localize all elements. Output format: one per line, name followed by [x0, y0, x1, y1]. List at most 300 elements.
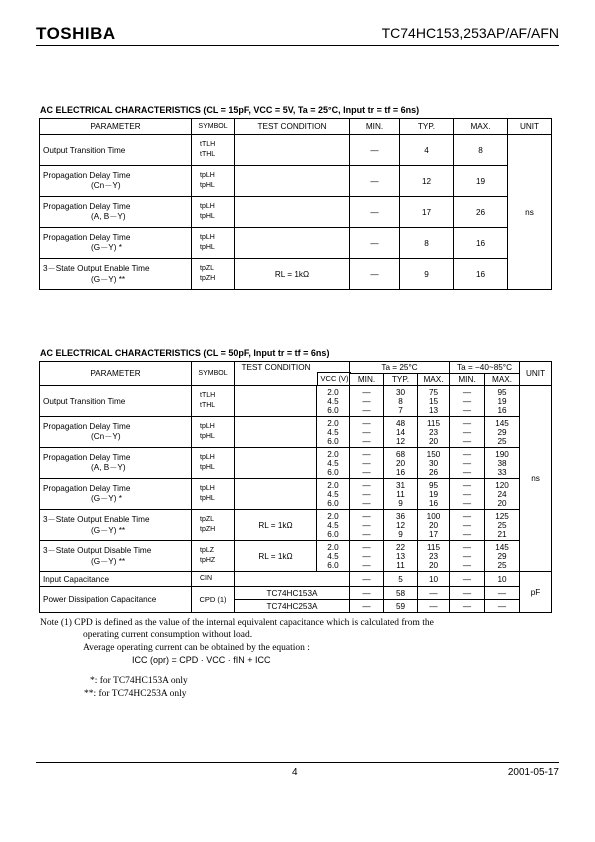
vcc-cell-value: 2.0 [327, 387, 339, 397]
table-row-cin [40, 572, 552, 587]
typ-cell-value: 14 [395, 427, 406, 437]
min2-cell-value: — [462, 405, 472, 415]
min-cell [350, 448, 384, 479]
table2-h-max: MAX. [418, 374, 450, 386]
typ-cell-value: 8 [398, 396, 403, 406]
table2-h-condition-label: TEST CONDITION [241, 363, 311, 372]
max-cell-value: 23 [428, 427, 439, 437]
parameter-cell: Power Dissipation Capacitance [40, 587, 192, 613]
min2-cell-value: — [462, 489, 472, 499]
parameter-path: (G－Y) ** [91, 557, 126, 566]
condition-cell: RL = 1kΩ [235, 259, 350, 290]
typ-cell-value: 68 [395, 449, 406, 459]
typ-cell-value: 11 [396, 489, 405, 499]
vcc-cell-value: 6.0 [327, 405, 339, 415]
typ-cell: 58 [384, 587, 418, 600]
note-line3: Average operating current can be obtained by the equation : [83, 643, 310, 653]
min2-cell-value: — [462, 542, 472, 552]
vcc-cell-value: 2.0 [327, 418, 339, 428]
max-cell-value: 150 [426, 449, 441, 459]
unit-cell: pF [520, 572, 552, 613]
note-line1: Note (1) CPD is defined as the value of the internal equivalent capacitance which is calculated from the [40, 618, 434, 628]
typ-cell [384, 448, 418, 479]
parameter-path: (A, B－Y) [91, 463, 126, 472]
table2-title: AC ELECTRICAL CHARACTERISTICS (CL = 50pF, Input tr = tf = 6ns) [40, 348, 330, 358]
symbol-cell [192, 479, 235, 510]
min-cell [350, 479, 384, 510]
min-cell-value: — [362, 387, 371, 397]
typ-cell-value: 31 [395, 480, 406, 490]
table2-header-row1 [40, 362, 552, 374]
parameter-path: (G－Y) * [91, 494, 122, 503]
symbol-2: tpHZ [200, 557, 216, 564]
min-cell: — [350, 228, 400, 259]
typ-cell: 9 [400, 259, 454, 290]
note-line2: operating current consumption without load. [83, 630, 253, 640]
symbol-2: tTHL [200, 402, 216, 409]
table-row [40, 541, 552, 572]
max-cell [418, 479, 450, 510]
parameter-cell [40, 228, 192, 259]
symbol-2: tpHL [200, 495, 215, 502]
table1-h-min: MIN. [350, 119, 400, 135]
max2-cell-value: 25 [497, 436, 507, 446]
condition-cell: TC74HC153A [235, 587, 350, 600]
table-row [40, 166, 552, 197]
min-cell [350, 417, 384, 448]
max-cell: 8 [454, 135, 508, 166]
max2-cell-value: 21 [497, 529, 507, 539]
min2-cell-value: — [462, 427, 472, 437]
note-star2: **: for TC74HC253A only [84, 689, 187, 699]
parameter-name: Output Transition Time [43, 396, 126, 406]
vcc-cell-value: 4.5 [327, 396, 339, 406]
symbol-1: tpLZ [200, 547, 215, 554]
max2-cell-value: 120 [495, 480, 509, 490]
min-cell-value: — [362, 480, 371, 490]
table2-h-typ: TYP. [384, 374, 418, 386]
condition-cell [235, 479, 317, 510]
condition-cell [235, 572, 350, 587]
table-row [40, 228, 552, 259]
max2-cell-value: 25 [497, 560, 507, 570]
table1-h-condition: TEST CONDITION [235, 119, 350, 135]
typ-cell-value: 13 [395, 551, 406, 561]
max-cell-value: 23 [428, 551, 439, 561]
max-cell-value: 30 [428, 458, 439, 468]
symbol-cell [192, 417, 235, 448]
part-number: TC74HC153,253AP/AF/AFN [381, 25, 559, 41]
parameter-name: Output Transition Time [43, 145, 126, 155]
parameter-cell [40, 386, 192, 417]
min-cell: — [350, 600, 384, 613]
table-row [40, 510, 552, 541]
max2-cell: — [485, 600, 520, 613]
condition-cell [235, 197, 350, 228]
symbol-2: tpZH [200, 526, 216, 533]
symbol-1: tpLH [200, 172, 215, 179]
symbol-2: tpZH [200, 275, 216, 282]
symbol-cell: CPD (1) [192, 587, 235, 613]
parameter-cell [40, 541, 192, 572]
vcc-cell-value: 6.0 [327, 529, 339, 539]
max-cell [418, 541, 450, 572]
condition-cell [235, 448, 317, 479]
min2-cell [450, 386, 485, 417]
min2-cell-value: — [462, 418, 472, 428]
max-cell-value: 17 [428, 529, 439, 539]
symbol-cell [192, 135, 235, 166]
max2-cell [485, 479, 520, 510]
table2 [39, 361, 552, 613]
min-cell [350, 510, 384, 541]
symbol-cell [192, 448, 235, 479]
min2-cell [450, 510, 485, 541]
vcc-cell [317, 479, 350, 510]
min-cell-value: — [362, 449, 371, 459]
typ-cell-value: 48 [395, 418, 406, 428]
table2-h-ta25: Ta = 25°C [350, 362, 450, 374]
symbol-cell [192, 510, 235, 541]
parameter-name: Propagation Delay Time [43, 233, 131, 242]
symbol-2: tpHL [200, 244, 215, 251]
min-cell: — [350, 259, 400, 290]
min2-cell-value: — [462, 511, 472, 521]
symbol-2: tpHL [200, 464, 215, 471]
vcc-cell-value: 6.0 [327, 498, 339, 508]
max-cell-value: 19 [428, 489, 439, 499]
unit-cell: ns [508, 135, 552, 290]
table1-title: AC ELECTRICAL CHARACTERISTICS (CL = 15pF, VCC = 5V, Ta = 25°C, Input tr = tf = 6ns) [40, 105, 420, 115]
typ-cell: 5 [384, 572, 418, 587]
note-star1: *: for TC74HC153A only [90, 676, 188, 686]
min-cell-value: — [362, 396, 371, 406]
min2-cell: — [450, 600, 485, 613]
min-cell [350, 541, 384, 572]
symbol-1: tpLH [200, 485, 215, 492]
condition-cell [235, 166, 350, 197]
min-cell: — [350, 135, 400, 166]
table2-h-min: MIN. [350, 374, 384, 386]
parameter-cell [40, 259, 192, 290]
vcc-cell-value: 6.0 [327, 436, 339, 446]
parameter-cell [40, 479, 192, 510]
min-cell-value: — [362, 467, 371, 477]
vcc-cell [317, 386, 350, 417]
table-row [40, 197, 552, 228]
max2-cell-value: 38 [497, 458, 507, 468]
typ-cell [384, 479, 418, 510]
parameter-cell [40, 135, 192, 166]
min-cell: — [350, 587, 384, 600]
min2-cell: — [450, 572, 485, 587]
parameter-path: (G－Y) * [91, 243, 122, 252]
min-cell-value: — [362, 529, 371, 539]
min-cell-value: — [362, 560, 371, 570]
parameter-cell [40, 417, 192, 448]
symbol-1: tpLH [200, 454, 215, 461]
min2-cell [450, 417, 485, 448]
condition-cell [235, 135, 350, 166]
typ-cell: 17 [400, 197, 454, 228]
max-cell-value: 115 [426, 418, 441, 428]
max-cell-value: 15 [428, 396, 439, 406]
symbol-cell [192, 386, 235, 417]
vcc-cell-value: 6.0 [327, 467, 339, 477]
min-cell-value: — [362, 551, 371, 561]
table1-h-symbol: SYMBOL [192, 119, 235, 135]
page-number: 4 [292, 767, 298, 778]
max2-cell [485, 417, 520, 448]
symbol-2: tpHL [200, 182, 215, 189]
parameter-name: Propagation Delay Time [43, 422, 131, 431]
min2-cell-value: — [462, 436, 472, 446]
max2-cell-value: 29 [497, 551, 507, 561]
max2-cell-value: 145 [495, 542, 509, 552]
max2-cell-value: 16 [497, 405, 507, 415]
min-cell-value: — [362, 542, 371, 552]
min2-cell-value: — [462, 480, 472, 490]
min2-cell-value: — [462, 449, 472, 459]
min-cell: — [350, 572, 384, 587]
footer-rule [36, 762, 559, 763]
max-cell: — [418, 600, 450, 613]
vcc-cell-value: 4.5 [327, 458, 339, 468]
parameter-path: (A, B－Y) [91, 212, 126, 221]
max-cell-value: 26 [428, 467, 439, 477]
min2-cell [450, 448, 485, 479]
parameter-cell: Input Capacitance [40, 572, 192, 587]
parameter-name: Propagation Delay Time [43, 484, 131, 493]
max-cell: 16 [454, 228, 508, 259]
max2-cell-value: 20 [497, 498, 507, 508]
table-row [40, 417, 552, 448]
min-cell-value: — [362, 520, 371, 530]
symbol-cell [192, 228, 235, 259]
min-cell-value: — [362, 489, 371, 499]
min-cell: — [350, 197, 400, 228]
min-cell: — [350, 166, 400, 197]
max-cell: 10 [418, 572, 450, 587]
table2-h-symbol: SYMBOL [192, 362, 235, 386]
parameter-name: Propagation Delay Time [43, 202, 131, 211]
vcc-cell-value: 2.0 [327, 542, 339, 552]
min-cell-value: — [362, 405, 371, 415]
min2-cell-value: — [462, 387, 472, 397]
table-row [40, 259, 552, 290]
max-cell: 16 [454, 259, 508, 290]
table-row [40, 135, 552, 166]
vcc-cell [317, 417, 350, 448]
symbol-cell [192, 541, 235, 572]
vcc-cell-value: 2.0 [327, 511, 339, 521]
max2-cell-value: 125 [495, 511, 509, 521]
min-cell-value: — [362, 511, 371, 521]
typ-cell: 8 [400, 228, 454, 259]
parameter-path: (Cn－Y) [91, 181, 121, 190]
parameter-cell [40, 448, 192, 479]
vcc-cell-value: 2.0 [327, 480, 339, 490]
min-cell-value: — [362, 427, 371, 437]
max2-cell-value: 19 [497, 396, 507, 406]
symbol-1: tTLH [200, 392, 216, 399]
header-rule [36, 45, 559, 46]
vcc-cell-value: 4.5 [327, 520, 339, 530]
max2-cell [485, 448, 520, 479]
max2-cell-value: 190 [495, 449, 509, 459]
table-row [40, 448, 552, 479]
max-cell-value: 95 [428, 480, 439, 490]
vcc-cell-value: 2.0 [327, 449, 339, 459]
max2-cell-value: 33 [497, 467, 507, 477]
typ-cell-value: 36 [395, 511, 406, 521]
symbol-2: tpHL [200, 213, 215, 220]
table-row [40, 479, 552, 510]
vcc-cell [317, 510, 350, 541]
typ-cell-value: 11 [396, 560, 405, 570]
vcc-cell-value: 6.0 [327, 560, 339, 570]
typ-cell-value: 9 [398, 498, 403, 508]
condition-cell [235, 386, 317, 417]
min-cell-value: — [362, 498, 371, 508]
max-cell-value: 115 [426, 542, 441, 552]
min2-cell: — [450, 587, 485, 600]
typ-cell [384, 541, 418, 572]
min2-cell-value: — [462, 498, 472, 508]
min2-cell-value: — [462, 458, 472, 468]
condition-cell [235, 228, 350, 259]
max-cell-value: 16 [428, 498, 439, 508]
condition-cell [235, 417, 317, 448]
table1-h-parameter: PARAMETER [40, 119, 192, 135]
typ-cell [384, 386, 418, 417]
max-cell: 19 [454, 166, 508, 197]
max-cell [418, 386, 450, 417]
table2-h-condition [235, 362, 350, 386]
typ-cell-value: 16 [395, 467, 406, 477]
max2-cell [485, 541, 520, 572]
max2-cell: — [485, 587, 520, 600]
symbol-1: tpZL [200, 265, 215, 272]
table-row [40, 386, 552, 417]
max-cell-value: 20 [428, 520, 439, 530]
typ-cell [384, 417, 418, 448]
table2-h-min2: MIN. [450, 374, 485, 386]
table1-h-unit: UNIT [508, 119, 552, 135]
condition-cell: TC74HC253A [235, 600, 350, 613]
max2-cell-value: 145 [495, 418, 509, 428]
typ-cell: 12 [400, 166, 454, 197]
condition-cell: RL = 1kΩ [235, 541, 317, 572]
min2-cell-value: — [462, 529, 472, 539]
min-cell-value: — [362, 418, 371, 428]
symbol-2: tpHL [200, 433, 215, 440]
parameter-name: 3－State Output Disable Time [43, 546, 152, 555]
symbol-1: tTLH [200, 141, 216, 148]
max2-cell-value: 25 [497, 520, 507, 530]
max-cell-value: 20 [428, 560, 439, 570]
min2-cell-value: — [462, 551, 472, 561]
vcc-cell-value: 4.5 [327, 427, 339, 437]
typ-cell-value: 12 [395, 436, 406, 446]
typ-cell-value: 20 [395, 458, 406, 468]
max-cell [418, 510, 450, 541]
symbol-1: tpZL [200, 516, 215, 523]
min2-cell-value: — [462, 560, 472, 570]
table2-h-vcc: VCC (V) [317, 372, 351, 385]
symbol-cell [192, 197, 235, 228]
unit-cell: ns [520, 386, 552, 572]
max-cell-value: 100 [426, 511, 441, 521]
table2-h-parameter: PARAMETER [40, 362, 192, 386]
table1 [39, 118, 552, 290]
max-cell-value: 20 [428, 436, 439, 446]
parameter-cell [40, 166, 192, 197]
parameter-name: Propagation Delay Time [43, 171, 131, 180]
parameter-path: (G－Y) ** [91, 275, 126, 284]
typ-cell-value: 9 [398, 529, 403, 539]
table1-h-typ: TYP. [400, 119, 454, 135]
parameter-name: Propagation Delay Time [43, 453, 131, 462]
typ-cell-value: 12 [395, 520, 406, 530]
table2-h-max2: MAX. [485, 374, 520, 386]
typ-cell-value: 7 [398, 405, 403, 415]
condition-cell: RL = 1kΩ [235, 510, 317, 541]
max2-cell: 10 [485, 572, 520, 587]
max-cell: 26 [454, 197, 508, 228]
max2-cell-value: 24 [497, 489, 507, 499]
max-cell-value: 13 [428, 405, 439, 415]
typ-cell: 4 [400, 135, 454, 166]
min2-cell-value: — [462, 396, 472, 406]
max2-cell-value: 29 [497, 427, 507, 437]
max-cell [418, 448, 450, 479]
typ-cell: 59 [384, 600, 418, 613]
doc-date: 2001-05-17 [507, 767, 559, 778]
table1-header-row [40, 119, 552, 135]
min-cell-value: — [362, 436, 371, 446]
min2-cell-value: — [462, 467, 472, 477]
symbol-1: tpLH [200, 423, 215, 430]
min2-cell [450, 479, 485, 510]
parameter-path: (G－Y) ** [91, 526, 126, 535]
parameter-cell [40, 510, 192, 541]
note-equation: ICC (opr) = CPD · VCC · fIN + ICC [132, 655, 271, 665]
max-cell-value: 75 [428, 387, 439, 397]
typ-cell-value: 22 [395, 542, 406, 552]
table1-h-max: MAX. [454, 119, 508, 135]
max2-cell-value: 95 [497, 387, 507, 397]
vcc-cell [317, 541, 350, 572]
min2-cell [450, 541, 485, 572]
parameter-path: (Cn－Y) [91, 432, 121, 441]
parameter-name: 3－State Output Enable Time [43, 515, 150, 524]
vcc-cell [317, 448, 350, 479]
max2-cell [485, 386, 520, 417]
typ-cell-value: 30 [395, 387, 406, 397]
symbol-1: tpLH [200, 234, 215, 241]
parameter-name: 3－State Output Enable Time [43, 264, 150, 273]
table-row-cpd [40, 587, 552, 600]
min2-cell-value: — [462, 520, 472, 530]
table2-h-unit: UNIT [520, 362, 552, 386]
max2-cell [485, 510, 520, 541]
vcc-cell-value: 4.5 [327, 551, 339, 561]
symbol-2: tTHL [200, 151, 216, 158]
min-cell-value: — [362, 458, 371, 468]
typ-cell [384, 510, 418, 541]
symbol-cell [192, 259, 235, 290]
